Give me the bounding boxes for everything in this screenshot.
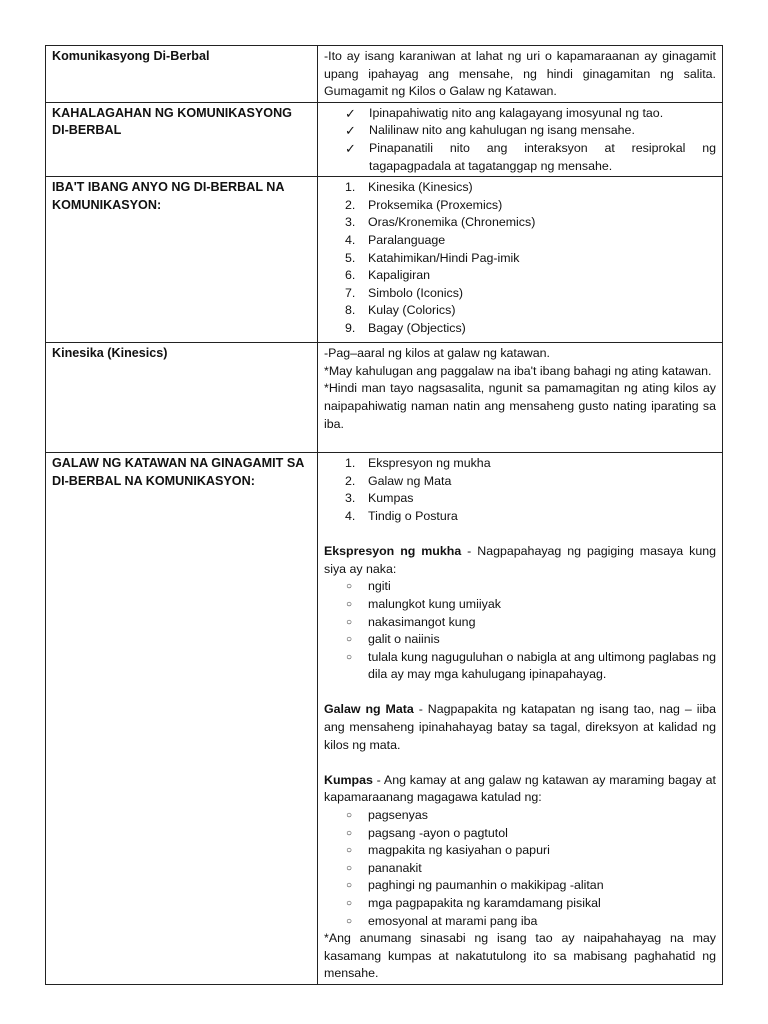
list-item: [324, 302, 716, 320]
bullet-list: [324, 578, 716, 684]
row-description: [318, 343, 723, 453]
spacer: [324, 754, 716, 772]
list-item-text: Proksemika (Proxemics): [368, 197, 503, 212]
list-item: [324, 631, 716, 649]
list-item: [324, 807, 716, 825]
check-list: [324, 105, 716, 175]
section-text: - Nagpapakita ng katapatan ng isang tao, nag – iiba ang mensaheng ipinahahayag batay sa tagal, direksyon at kalidad ng kilos ng mata.: [324, 702, 716, 752]
hollow-circle-bullet-icon: ○: [346, 634, 353, 646]
list-item-text: magpakita ng kasiyahan o papuri: [368, 843, 550, 858]
list-item-text: emosyonal at marami pang iba: [368, 913, 538, 928]
list-item-text: Kumpas: [368, 491, 414, 506]
list-number: 1.: [345, 456, 356, 471]
list-item: [324, 508, 716, 526]
hollow-circle-bullet-icon: ○: [346, 581, 353, 593]
list-item-text: malungkot kung umiiyak: [368, 596, 501, 611]
kumpas-note: *Ang anumang sinasabi ng isang tao ay naipahahayag na may kasamang kumpas at nakatutulong ito sa mabisang paghahatid ng mensahe.: [324, 931, 716, 981]
list-item-text: Nalilinaw nito ang kahulugan ng isang mensahe.: [369, 123, 635, 138]
list-item: [324, 596, 716, 614]
section-text: - Nagpapahayag ng pagiging masaya kung siya ay naka:: [324, 544, 716, 576]
list-item-text: tulala kung naguguluhan o nabigla at ang ultimong paglabas ng dila ay may mga kahulugang ipinapahayag.: [368, 649, 716, 682]
hollow-circle-bullet-icon: ○: [346, 810, 353, 822]
list-number: 3.: [345, 215, 356, 230]
list-item-text: galit o naiinis: [368, 632, 440, 647]
list-item: [324, 490, 716, 508]
list-item-text: nakasimangot kung: [368, 614, 476, 629]
list-number: 8.: [345, 303, 356, 318]
list-number: 2.: [345, 197, 356, 212]
spacer: [324, 684, 716, 702]
notes-table: [45, 45, 723, 985]
list-item: [324, 578, 716, 596]
list-item: [324, 232, 716, 250]
spacer: [324, 526, 716, 544]
hollow-circle-bullet-icon: ○: [346, 915, 353, 927]
list-item: [324, 877, 716, 895]
list-item: [324, 105, 716, 123]
list-number: 9.: [345, 320, 356, 335]
mata-paragraph: [324, 701, 716, 754]
numbered-list: [324, 179, 716, 337]
row-term: Komunikasyong Di-Berbal: [46, 46, 318, 103]
table-row: [46, 46, 723, 103]
list-item-text: ngiti: [368, 579, 391, 594]
list-item-text: Bagay (Objectics): [368, 320, 466, 335]
list-item-text: Katahimikan/Hindi Pag-imik: [368, 250, 520, 265]
list-item-text: Ekspresyon ng mukha: [368, 456, 491, 471]
row-description: -Ito ay isang karaniwan at lahat ng uri o kapamaraanan ay ginagamit upang ipahayag ang mensahe, ng hindi ginagamitan ng salita. Gumagamit ng Kilos o Galaw ng Katawan.: [318, 46, 723, 103]
row-term: KAHALAGAHAN NG KOMUNIKASYONG DI-BERBAL: [46, 102, 318, 176]
table-row: [46, 453, 723, 985]
list-item: [324, 842, 716, 860]
row-term: GALAW NG KATAWAN NA GINAGAMIT SA DI-BERBAL NA KOMUNIKASYON:: [46, 453, 318, 985]
list-item-text: Paralanguage: [368, 232, 446, 247]
hollow-circle-bullet-icon: ○: [346, 880, 353, 892]
list-number: 1.: [345, 180, 356, 195]
description-line: *May kahulugan ang paggalaw na iba't ibang bahagi ng ating katawan.: [324, 363, 712, 378]
list-item: [324, 285, 716, 303]
list-item: [324, 455, 716, 473]
list-item: [324, 197, 716, 215]
list-item-text: Kapaligiran: [368, 268, 430, 283]
numbered-list: [324, 455, 716, 525]
list-item-text: Pinapanatili nito ang interaksyon at resiprokal ng tagapagpadala at tagatanggap ng mensahe.: [369, 140, 716, 173]
hollow-circle-bullet-icon: ○: [346, 845, 353, 857]
list-number: 6.: [345, 268, 356, 283]
kumpas-paragraph: [324, 772, 716, 807]
list-item-text: paghingi ng paumanhin o makikipag -alitan: [368, 878, 604, 893]
description-line: *Hindi man tayo nagsasalita, ngunit sa pamamagitan ng ating kilos ay naipapahiwatig naman natin ang mensaheng gusto nating iparating sa iba.: [324, 381, 716, 431]
row-description: [318, 177, 723, 343]
table-row: [46, 102, 723, 176]
hollow-circle-bullet-icon: ○: [346, 898, 353, 909]
section-heading: Galaw ng Mata: [324, 702, 414, 717]
list-item: [324, 649, 716, 684]
list-item: [324, 473, 716, 491]
list-item-text: Kinesika (Kinesics): [368, 180, 473, 195]
list-item: [324, 140, 716, 175]
list-item: [324, 895, 716, 913]
list-item: [324, 179, 716, 197]
description-line: -Pag–aaral ng kilos at galaw ng katawan.: [324, 346, 550, 361]
row-description: [318, 102, 723, 176]
list-item: [324, 267, 716, 285]
list-item: [324, 250, 716, 268]
checkmark-icon: ✓: [345, 105, 356, 121]
list-number: 4.: [345, 232, 356, 247]
list-item-text: Tindig o Postura: [368, 508, 458, 523]
section-heading: Kumpas: [324, 772, 373, 787]
list-item-text: pagsang -ayon o pagtutol: [368, 825, 508, 840]
row-description: [318, 453, 723, 985]
list-item-text: pagsenyas: [368, 808, 428, 823]
list-item-text: Galaw ng Mata: [368, 473, 452, 488]
list-number: 5.: [345, 250, 356, 265]
section-text: - Ang kamay at ang galaw ng katawan ay maraming bagay at kapamaraanang magagawa katulad ng:: [324, 772, 716, 805]
hollow-circle-bullet-icon: ○: [346, 862, 353, 874]
section-heading: Ekspresyon ng mukha: [324, 544, 462, 559]
row-term: IBA'T IBANG ANYO NG DI-BERBAL NA KOMUNIKASYON:: [46, 177, 318, 343]
list-item: [324, 825, 716, 843]
list-item: [324, 614, 716, 632]
list-item: [324, 214, 716, 232]
list-number: 3.: [345, 491, 356, 506]
list-item-text: Ipinapahiwatig nito ang kalagayang imosyunal ng tao.: [369, 105, 664, 120]
mukha-paragraph: [324, 543, 716, 578]
hollow-circle-bullet-icon: ○: [346, 827, 353, 839]
list-number: 7.: [345, 285, 356, 300]
list-item-text: Kulay (Colorics): [368, 303, 456, 318]
row-term: Kinesika (Kinesics): [46, 343, 318, 453]
list-item: [324, 122, 716, 140]
table-row: [46, 177, 723, 343]
list-item: [324, 860, 716, 878]
checkmark-icon: ✓: [345, 140, 356, 156]
hollow-circle-bullet-icon: ○: [346, 651, 353, 663]
list-item-text: Simbolo (Iconics): [368, 285, 464, 300]
hollow-circle-bullet-icon: ○: [346, 616, 353, 628]
bullet-list: [324, 807, 716, 930]
list-item: [324, 320, 716, 338]
list-item: [324, 913, 716, 931]
list-item-text: pananakit: [368, 860, 422, 875]
list-item-text: mga pagpapakita ng karamdamang pisikal: [368, 896, 601, 910]
list-item-text: Oras/Kronemika (Chronemics): [368, 215, 536, 230]
hollow-circle-bullet-icon: ○: [346, 598, 353, 610]
checkmark-icon: ✓: [345, 123, 356, 139]
list-number: 2.: [345, 473, 356, 488]
list-number: 4.: [345, 508, 356, 523]
table-row: [46, 343, 723, 453]
